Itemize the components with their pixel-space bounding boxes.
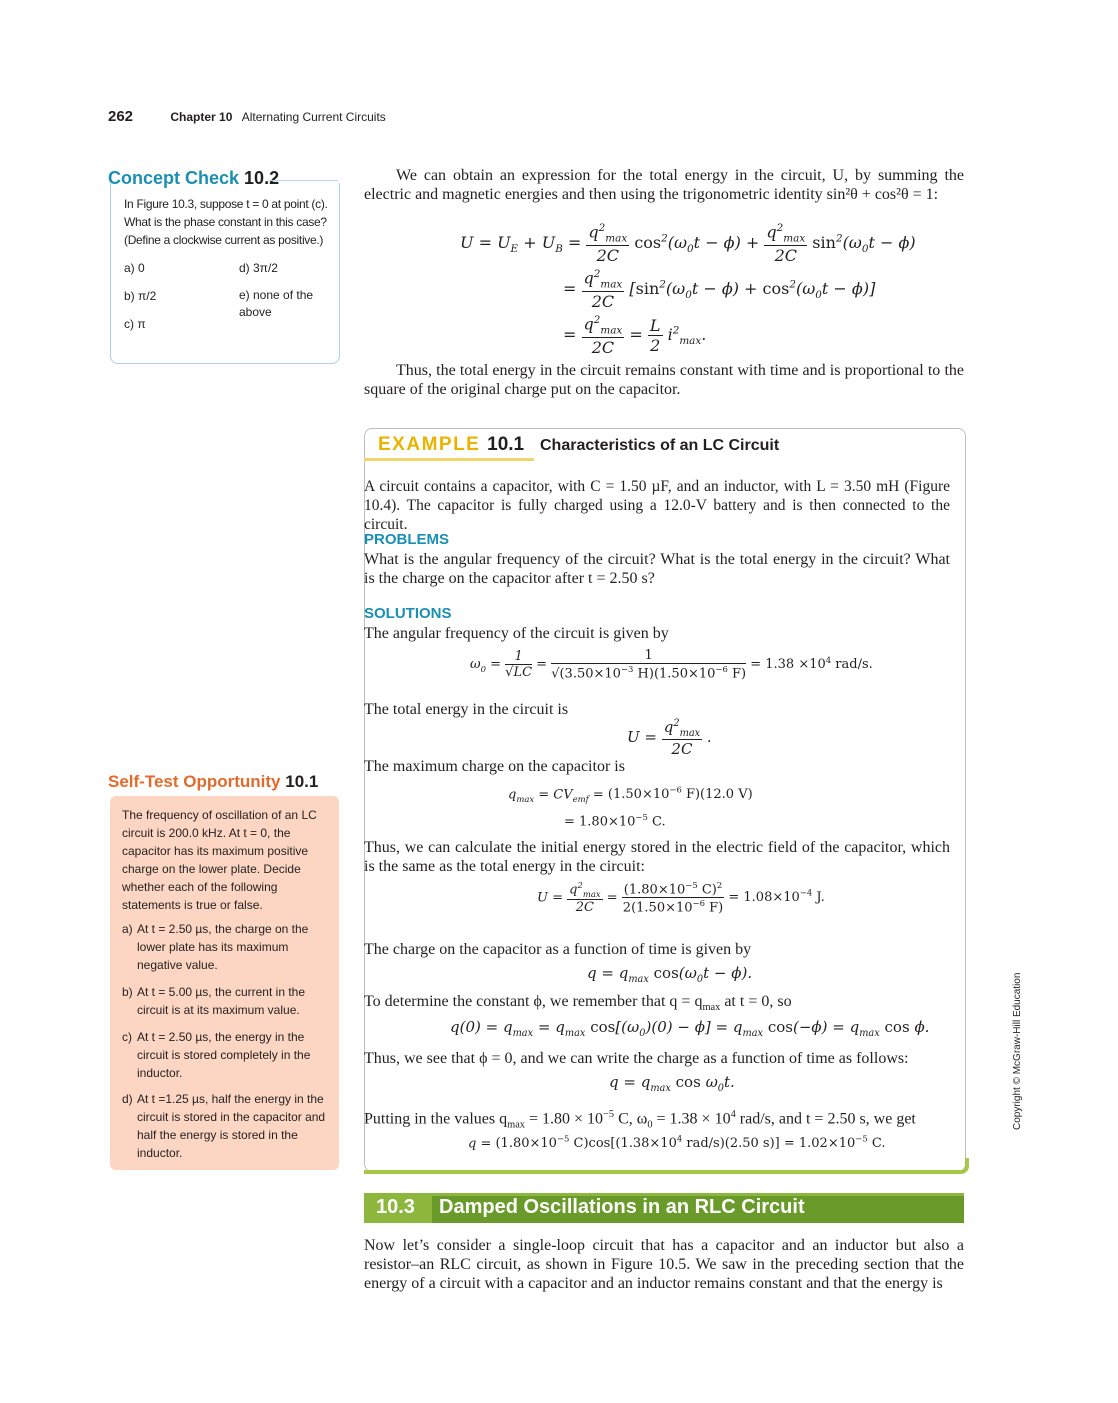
solution-text-4: Thus, we can calculate the initial energy stored in the electric field of the capacitor, which is the same as the total energy in the circuit: <box>364 839 950 875</box>
total-energy-equation: U = $\frac{q^2_{max}}{2C}$ . <box>627 718 712 758</box>
page-header <box>108 108 386 125</box>
copyright-notice: Copyright © McGraw-Hill Education <box>1012 972 1023 1130</box>
solution-text-6: To determine the constant ϕ, we remember that $q = q_{max}$ at t = 0, so <box>364 993 792 1014</box>
solution-text-8: Putting in the values $q_{max} = 1.80 \times 10^{-5}$ C, $\omega_0 = 1.38 \times 10^4$ rad/s, and t = 2.50 s, we get <box>364 1109 916 1131</box>
solution-text-1: The angular frequency of the circuit is given by <box>364 625 669 642</box>
option-e: e) none of the above <box>239 288 314 319</box>
self-test-box <box>110 796 339 1170</box>
energy-equation-2: = $\frac{q^2_{max}}{2C}$ $[\sin^2(\omega_0t - \phi) + \cos^2(\omega_0t - \phi)]$ <box>563 268 876 311</box>
option-b: b) π/2 <box>124 289 157 303</box>
section-title: Damped Oscillations in an RLC Circuit <box>439 1196 805 1218</box>
section-paragraph: Now let’s consider a single-loop circuit that has a capacitor and an inductor but also a resistor–an RLC circuit, as shown in Figure 10.5. We saw in the preceding section that the energy of a circuit with a capacitor and an inductor remains constant and that the energy is <box>364 1237 964 1292</box>
self-test-item-b: b) At t = 5.00 µs, the current in the circuit is at its maximum value. <box>122 985 306 1017</box>
solution-text-7: Thus, we see that ϕ = 0, and we can write the charge as a function of time as follows: <box>364 1050 909 1067</box>
chapter-title: Alternating Current Circuits <box>241 110 386 124</box>
after-equation-paragraph: Thus, the total energy in the circuit remains constant with time and is proportional to the square of the original charge put on the capacitor. <box>364 362 964 398</box>
solution-text-5: The charge on the capacitor as a function of time is given by <box>364 941 752 958</box>
concept-check-question: In Figure 10.3, suppose t = 0 at point (c). What is the phase constant in this case? (Define a clockwise current as positive.) <box>124 197 328 247</box>
self-test-item-d: d) At t =1.25 µs, half the energy in the circuit is stored in the capacitor and half the energy is stored in the inductor. <box>122 1092 326 1160</box>
problems-text: What is the angular frequency of the circuit? What is the total energy in the circuit? What is the charge on the capacitor after t = 2.50 s? <box>364 551 950 587</box>
charge-function-equation: $q = q_{max}$ $\cos(\omega_0t - \phi)$. <box>587 964 753 985</box>
qmax-equation: $q_{max} = CV_{emf} = (1.50\times 10^{-6}$ F)(12.0 V) <box>508 785 753 804</box>
self-test-intro: The frequency of oscillation of an LC circuit is 200.0 kHz. At t = 0, the capacitor has its maximum positive charge on the lower plate. Decide whether each of the following statements is true or false. <box>122 808 317 912</box>
energy-equation-1: $U = U_E + U_B$ = $\frac{q^2_{max}}{2C}$ $\cos^2(\omega_0t - \phi)$ + $\frac{q^2_{max}}{2C}$ $\sin^2(\omega_0t - \phi)$ <box>460 222 916 265</box>
example-title: Characteristics of an LC Circuit <box>540 437 780 454</box>
option-d: d) 3π/2 <box>239 261 278 275</box>
initial-condition-equation: $q(0) = q_{max} = q_{max}$ $\cos[(\omega_0)(0) - \phi] = q_{max}$ $\cos(-\phi) = q_{max}$ cos ϕ. <box>450 1018 930 1039</box>
concept-check-title: Concept Check 10.2 <box>108 168 280 188</box>
page-number: 262 <box>108 108 134 125</box>
example-box-accent <box>364 1158 969 1174</box>
omega-equation: $\omega_0$ = $\frac{1}{√LC}$ = $\frac{1}{√(3.50\times 10^{-3} H)(1.50\times 10^{-6} F)}$ = $1.38 \times 10^4$ rad/s. <box>470 648 873 682</box>
concept-check-box <box>110 183 340 364</box>
energy-value-equation: U = $\frac{q^2_{max}}{2C}$ = $\frac{(1.80\times 10^{-5} C)^2}{2(1.50\times 10^{-6} F)}$ = $1.08\times 10^{-4}$ J. <box>537 880 825 916</box>
problems-heading: PROBLEMS <box>364 531 450 548</box>
concept-check-rule <box>268 180 338 181</box>
option-c: c) π <box>124 317 146 331</box>
chapter-label: Chapter 10 <box>170 110 233 124</box>
final-charge-equation: $q = (1.80\times 10^{-5}$ $C)\cos[(1.38\times 10^4$ rad/s)(2.50 $s)] = 1.02\times 10^{-5}$ C. <box>468 1134 886 1152</box>
example-statement: A circuit contains a capacitor, with C = 1.50 µF, and an inductor, with L = 3.50 mH (Figure 10.4). The capacitor is fully charged using a 12.0-V battery and is then connected to the circuit. <box>364 478 950 533</box>
qmax-result: = $1.80\times 10^{-5}$ C. <box>564 812 666 830</box>
solutions-heading: SOLUTIONS <box>364 605 452 622</box>
option-a: a) 0 <box>124 261 145 275</box>
self-test-title: Self-Test Opportunity 10.1 <box>108 772 319 791</box>
charge-final-form: $q = q_{max}$ $\cos \omega_0t$. <box>609 1073 735 1094</box>
solution-text-3: The maximum charge on the capacitor is <box>364 758 625 775</box>
intro-paragraph: We can obtain an expression for the total energy in the circuit, U, by summing the electric and magnetic energies and then using the trigonometric identity sin²θ + cos²θ = 1: <box>364 167 964 203</box>
solution-text-2: The total energy in the circuit is <box>364 701 569 718</box>
example-label: EXAMPLE 10.1 <box>378 434 525 455</box>
self-test-item-c: c) At t = 2.50 µs, the energy in the circuit is stored completely in the inductor. <box>122 1030 311 1080</box>
energy-equation-3: = $\frac{q^2_{max}}{2C}$ = $\frac{L}{2}$ $i^2_{max}$. <box>563 314 707 357</box>
self-test-item-a: a) At t = 2.50 µs, the charge on the lower plate has its maximum negative value. <box>122 922 309 972</box>
section-number: 10.3 <box>376 1196 415 1218</box>
